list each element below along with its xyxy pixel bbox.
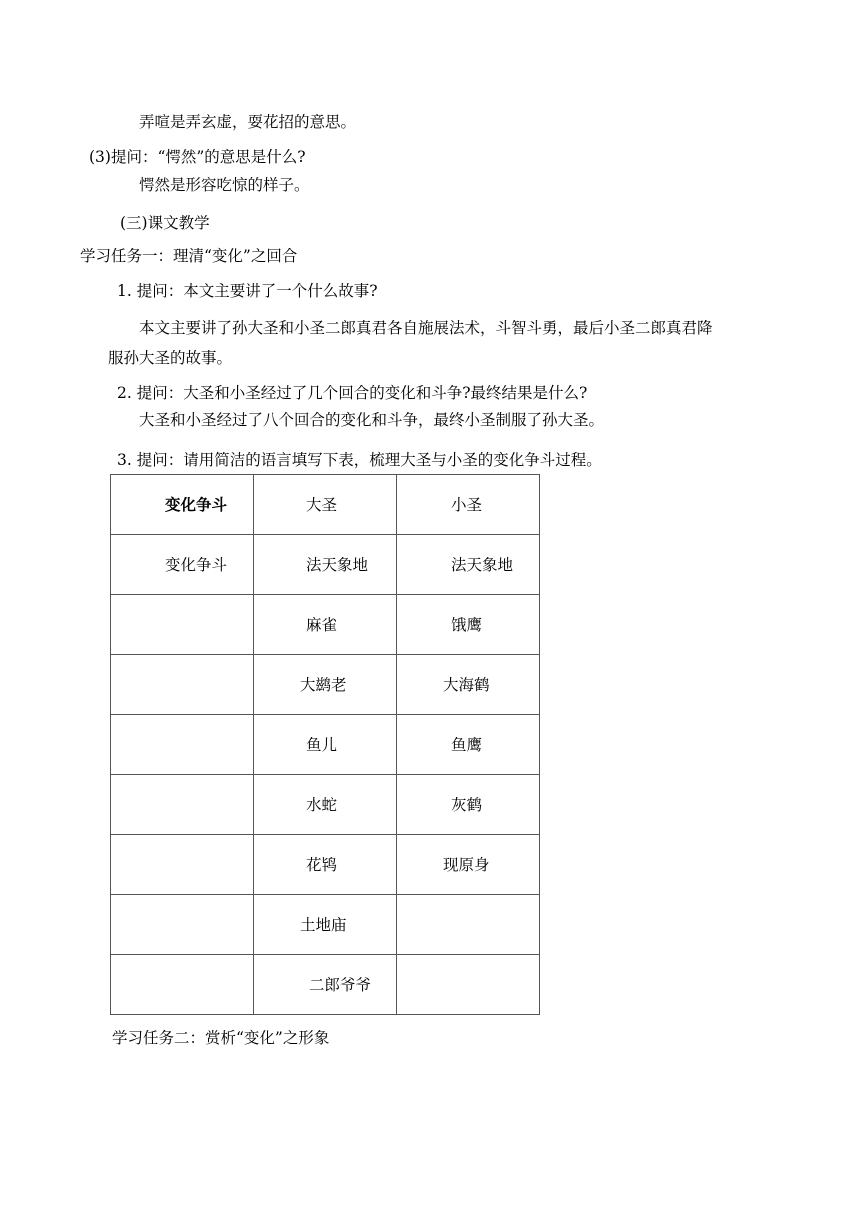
table-cell: 法天象地 [254, 535, 397, 595]
answer-2: 大圣和小圣经过了八个回合的变化和斗争，最终小圣制服了孙大圣。 [139, 411, 605, 429]
question-3: (3)提问：“愕然”的意思是什么? [89, 148, 306, 166]
transformation-table [110, 474, 540, 1015]
table-cell [111, 595, 254, 655]
table-cell: 灰鹤 [397, 775, 540, 835]
table-cell: 麻雀 [254, 595, 397, 655]
table-row [111, 715, 540, 775]
table-cell [111, 955, 254, 1015]
table-cell: 二郎爷爷 [254, 955, 397, 1015]
section-heading: (三)课文教学 [120, 214, 210, 232]
task-two-heading: 学习任务二：赏析“变化”之形象 [112, 1029, 330, 1047]
table-cell: 法天象地 [397, 535, 540, 595]
table-cell [111, 655, 254, 715]
table-cell: 变化争斗 [111, 535, 254, 595]
table-cell: 水蛇 [254, 775, 397, 835]
table-cell: 饿鹰 [397, 595, 540, 655]
table-cell [111, 775, 254, 835]
table-row [111, 775, 540, 835]
table-row [111, 835, 540, 895]
table-cell: 大鹚老 [254, 655, 397, 715]
table-header-cell: 变化争斗 [111, 475, 254, 535]
table-cell: 大海鹤 [397, 655, 540, 715]
answer-1-line2: 服孙大圣的故事。 [108, 349, 233, 367]
table-cell: 鱼儿 [254, 715, 397, 775]
table-row [111, 535, 540, 595]
table-cell: 土地庙 [254, 895, 397, 955]
table-header-row [111, 475, 540, 535]
table-cell: 花鸨 [254, 835, 397, 895]
table-row [111, 955, 540, 1015]
table-cell [111, 835, 254, 895]
table-cell [111, 895, 254, 955]
table-row [111, 595, 540, 655]
table-cell: 现原身 [397, 835, 540, 895]
table-cell: 鱼鹰 [397, 715, 540, 775]
paragraph-nongxuan: 弄喧是弄玄虚，耍花招的意思。 [139, 113, 357, 131]
table-cell [397, 895, 540, 955]
question-2: 2. 提问：大圣和小圣经过了几个回合的变化和斗争?最终结果是什么? [117, 384, 588, 402]
question-1: 1. 提问：本文主要讲了一个什么故事? [117, 282, 378, 300]
question-3-table: 3. 提问：请用简洁的语言填写下表，梳理大圣与小圣的变化争斗过程。 [117, 451, 602, 469]
answer-3: 愕然是形容吃惊的样子。 [139, 176, 310, 194]
answer-1-line1: 本文主要讲了孙大圣和小圣二郎真君各自施展法术，斗智斗勇，最后小圣二郎真君降 [139, 319, 713, 337]
table-row [111, 895, 540, 955]
task-one-heading: 学习任务一：理清“变化”之回合 [80, 247, 298, 265]
table-cell [111, 715, 254, 775]
table-header-cell: 小圣 [397, 475, 540, 535]
table-cell [397, 955, 540, 1015]
table-row [111, 655, 540, 715]
table-header-cell: 大圣 [254, 475, 397, 535]
